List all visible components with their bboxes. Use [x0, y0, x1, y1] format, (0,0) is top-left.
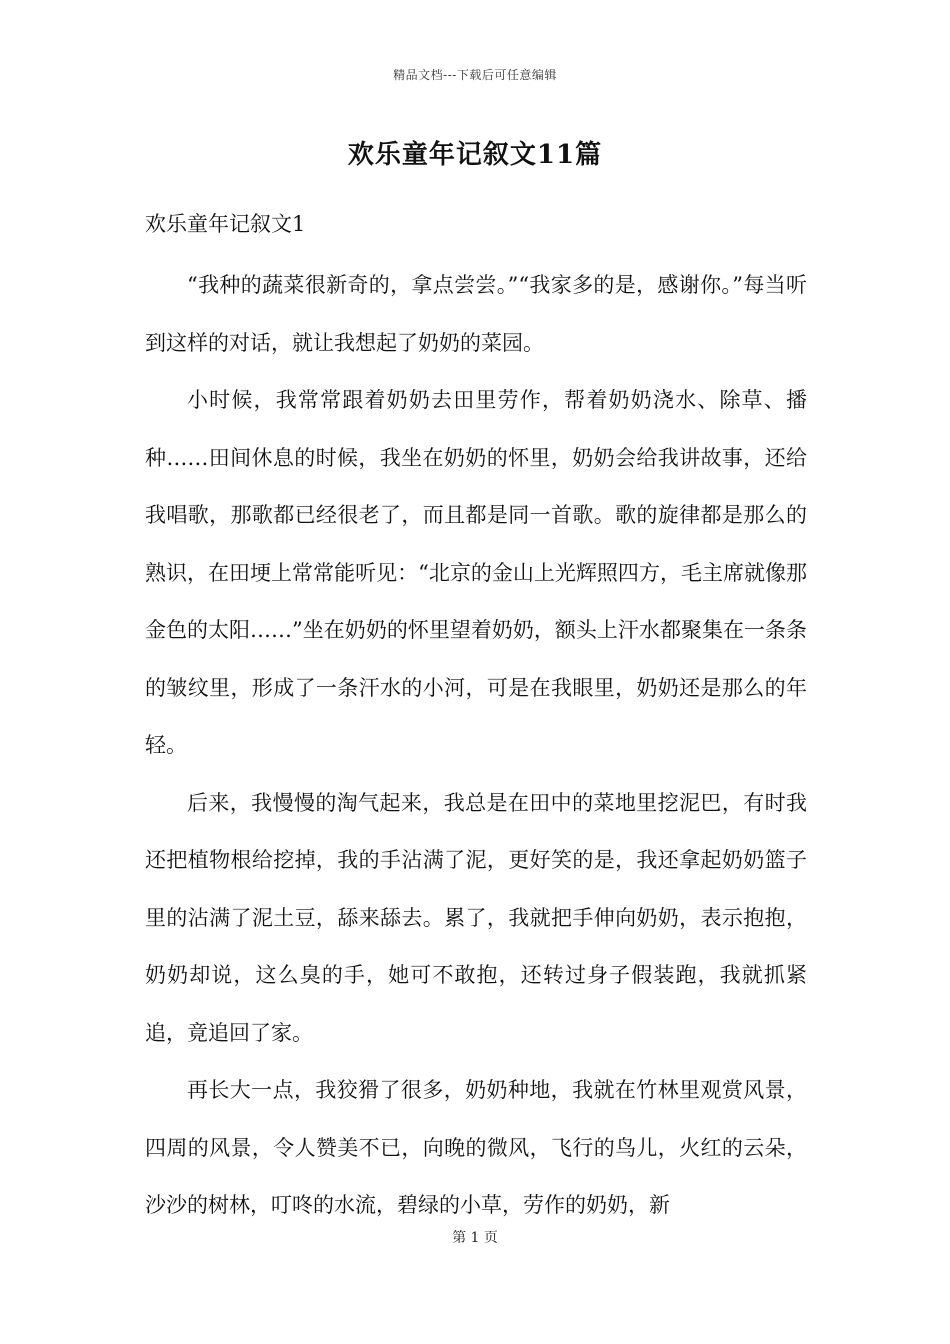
- section-heading: 欢乐童年记叙文1: [145, 212, 306, 236]
- paragraph: “我种的蔬菜很新奇的，拿点尝尝。”“我家多的是，感谢你。”每当听到这样的对话，就让我想起了奶奶的菜园。: [145, 273, 807, 355]
- header-note: 精品文档---下载后可任意编辑: [393, 68, 557, 82]
- document-title: 欢乐童年记叙文11篇: [347, 140, 603, 170]
- document-body: [145, 257, 807, 1235]
- page-number: 第 1 页: [452, 1230, 498, 1246]
- paragraph: 再长大一点，我狡猾了很多，奶奶种地，我就在竹林里观赏风景，四周的风景，令人赞美不已，向晚的微风，飞行的鸟儿，火红的云朵，沙沙的树林，叮咚的水流，碧绿的小草，劳作的奶奶，新: [145, 1078, 807, 1217]
- paragraph: 后来，我慢慢的淘气起来，我总是在田中的菜地里挖泥巴，有时我还把植物根给挖掉，我的手沾满了泥，更好笑的是，我还拿起奶奶篮子里的沾满了泥土豆，舔来舔去。累了，我就把手伸向奶奶，表示抱抱，奶奶却说，这么臭的手，她可不敢抱，还转过身子假装跑，我就抓紧追，竟追回了家。: [145, 790, 807, 1045]
- paragraph: 小时候，我常常跟着奶奶去田里劳作，帮着奶奶浇水、除草、播种……田间休息的时候，我坐在奶奶的怀里，奶奶会给我讲故事，还给我唱歌，那歌都已经很老了，而且都是同一首歌。歌的旋律都是那么的熟识，在田埂上常常能听见：“北京的金山上光辉照四方，毛主席就像那金色的太阳……”坐在奶奶的怀里望着奶奶，额头上汗水都聚集在一条条的皱纹里，形成了一条汗水的小河，可是在我眼里，奶奶还是那么的年轻。: [145, 388, 807, 757]
